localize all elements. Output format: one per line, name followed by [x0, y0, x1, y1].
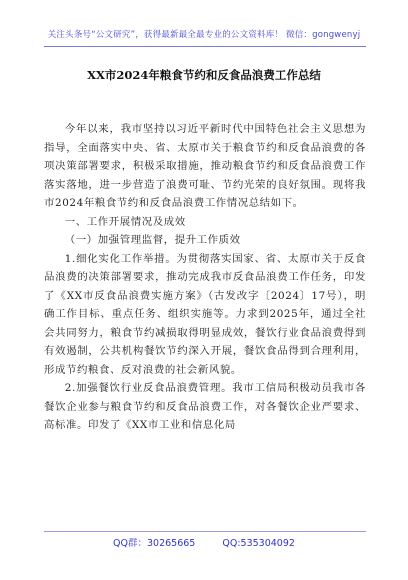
- item-paragraph-1: 1.细化实化工作举措。为贯彻落实国家、省、太原市关于反食品浪费的决策部署要求，推动完成我市反食品浪费工作任务，印发了《XX市反食品浪费实施方案》（古发改字〔2024〕17号），明确工作目标、重点任务、组织实施等。力求到2025年，通过全社会共同努力，粮食节约减损取得明显成效，餐饮行业食品浪费得到有效遏制，公共机构餐饮节约深入开展，餐饮食品得到合理利用，形成节约粮食、反对浪费的社会新风貌。: [44, 252, 366, 376]
- item-paragraph-2: 2.加强餐饮行业反食品浪费管理。我市工信局积极动员我市各餐饮企业参与粮食节约和反食品浪费工作，对各餐饮企业严要求、高标准。印发了《XX市工业和信息化局: [44, 382, 366, 431]
- section-heading: 一、工作开展情况及成效: [64, 215, 186, 228]
- footer-divider: [44, 531, 366, 532]
- document-body: [44, 120, 366, 435]
- qq-group-label: QQ群：30265665: [113, 538, 196, 549]
- intro-paragraph: 今年以来，我市坚持以习近平新时代中国特色社会主义思想为指导，全面落实中央、省、太原市关于粮食节约和反食品浪费的各项决策部署要求，积极采取措施，推动粮食节约和反食品浪费工作落实落地，进一步营造了浪费可耻、节约光荣的良好氛围。现将我市2024年粮食节约和反食品浪费工作情况总结如下。: [44, 123, 366, 209]
- page-footer: [0, 535, 408, 549]
- qq-label: QQ:535304092: [222, 538, 295, 549]
- header-divider: [44, 46, 366, 47]
- document-title: XX市2024年粮食节约和反食品浪费工作总结: [87, 68, 321, 82]
- subsection-heading: （一）加强管理监督，提升工作质效: [64, 234, 241, 246]
- promo-header: 关注头条号“公文研究”，获得最新最全最专业的公文资料库！ 微信：gongwenyj: [47, 30, 361, 40]
